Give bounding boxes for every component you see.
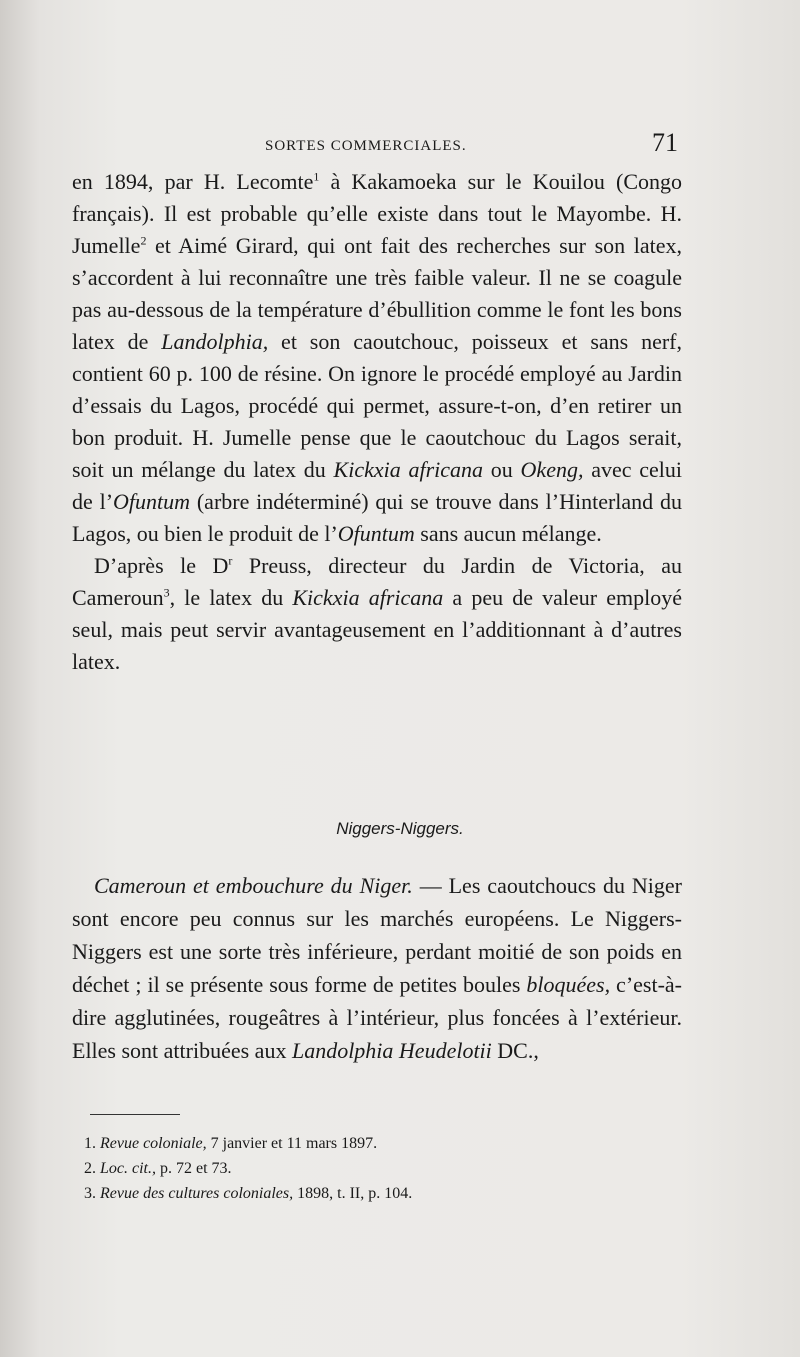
footnote-divider: [90, 1114, 180, 1115]
running-title: SORTES COMMERCIALES.: [265, 138, 467, 154]
italic-term: Okeng,: [520, 457, 584, 482]
footnote-source: Loc. cit.,: [100, 1160, 156, 1177]
italic-term: Kickxia africana: [333, 457, 484, 482]
footnote-ref-3: 3: [163, 585, 170, 600]
footnote-source: Revue coloniale,: [100, 1135, 207, 1152]
footnote-source: Revue des cultures coloniales,: [100, 1185, 294, 1202]
text-run: et Aimé Girard, qui ont fait des recherches sur son latex, s’accordent à lui reconnaître une très faible valeur. Il ne se coagule pas au-dessous de la température d’ébullition comme le font les bons latex de: [72, 233, 682, 354]
footnote-2: [84, 1156, 684, 1181]
text-run: ou: [483, 457, 521, 482]
paragraph-3: [72, 869, 682, 1067]
paragraph-2: [72, 550, 682, 678]
section-text-block: [72, 869, 682, 1067]
footnote-number: 1.: [84, 1135, 96, 1152]
footnote-3: [84, 1181, 684, 1206]
text-run: c’est-à-dire agglutinées, rougeâtres à l’intérieur, plus foncées à l’extérieur. Elles sont attribuées aux: [72, 972, 682, 1063]
footnote-detail: 1898, t. II, p. 104.: [293, 1185, 413, 1202]
footnote-ref-1: 1: [313, 169, 320, 184]
footnote-number: 2.: [84, 1160, 96, 1177]
paragraph-1: [72, 166, 682, 550]
footnotes: [84, 1131, 684, 1206]
text-run: en 1894, par H. Lecomte: [72, 169, 314, 194]
text-run: avec celui de l’: [72, 457, 683, 514]
footnote-1: [84, 1131, 684, 1156]
italic-term: Landolphia,: [161, 329, 269, 354]
italic-term: Landolphia Heudelotii: [291, 1038, 492, 1063]
footnote-detail: 7 janvier et 11 mars 1897.: [206, 1135, 378, 1152]
text-run: à Kakamoeka sur le Kouilou (Congo français). Il est probable qu’elle existe dans tout le Mayombe. H. Jumelle: [72, 169, 683, 258]
text-run: , le latex du: [169, 585, 293, 610]
page-number: 71: [652, 128, 678, 157]
text-run: et son caoutchouc, poisseux et sans nerf, contient 60 p. 100 de résine. On ignore le procédé employé au Jardin d’essais du Lagos, procédé qui permet, assure-t-on, d’en retirer un bon produit. H. Jumelle pense que le caoutchouc du Lagos serait, soit un mélange du latex du: [72, 329, 682, 482]
italic-term: Ofuntum: [337, 521, 415, 546]
text-run: — Les caoutchoucs du Niger sont encore peu connus sur les marchés européens. Le Niggers-Niggers est une sorte très inférieure, perdant moitié de son poids en déchet ; il se présente sous forme de petites boules: [72, 873, 682, 997]
main-text-block: [72, 166, 682, 678]
footnote-detail: p. 72 et 73.: [156, 1160, 232, 1177]
text-run: a peu de valeur employé seul, mais peut servir avantageusement en l’additionnant à d’autres latex.: [72, 585, 683, 674]
italic-heading: Cameroun et embouchure du Niger.: [94, 873, 413, 898]
italic-term: Ofuntum: [113, 489, 191, 514]
page-header: [0, 128, 800, 162]
text-run: Preuss, directeur du Jardin de Victoria, au Cameroun: [72, 553, 682, 610]
text-run: DC.,: [491, 1038, 539, 1063]
section-title: Niggers-Niggers.: [336, 819, 464, 838]
italic-term: bloquées,: [526, 972, 611, 997]
italic-term: Kickxia africana: [292, 585, 444, 610]
superscript: r: [228, 553, 233, 568]
footnote-number: 3.: [84, 1185, 96, 1202]
text-run: D’après le D: [94, 553, 229, 578]
text-run: (arbre indéterminé) qui se trouve dans l’Hinterland du Lagos, ou bien le produit de l’: [72, 489, 683, 546]
text-run: sans aucun mélange.: [414, 521, 602, 546]
footnote-ref-2: 2: [140, 233, 147, 248]
